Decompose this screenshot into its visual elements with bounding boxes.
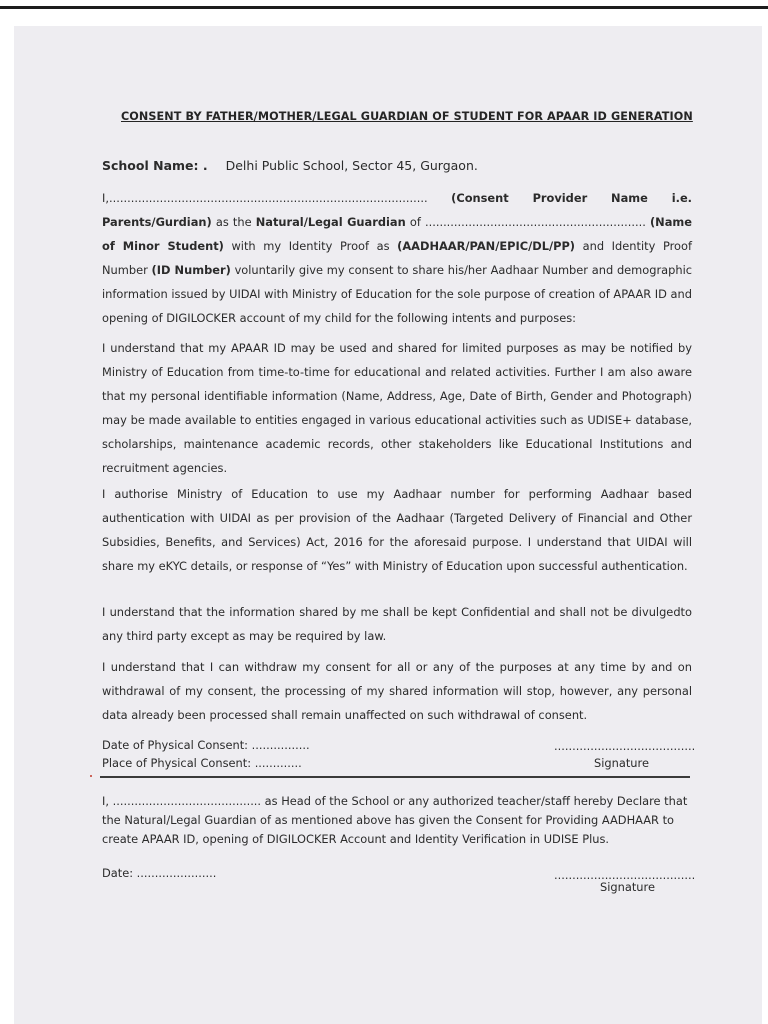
place-of-consent: Place of Physical Consent: ............. bbox=[102, 756, 302, 770]
guardian-signature-line: ....................................... bbox=[554, 739, 696, 753]
document-title: CONSENT BY FATHER/MOTHER/LEGAL GUARDIAN OF STUDENT FOR APAAR ID GENERATION bbox=[121, 110, 693, 123]
date-of-consent: Date of Physical Consent: ................ bbox=[102, 738, 310, 752]
consent-provider-blank: I,........................................................................................ bbox=[102, 191, 428, 205]
consent-paragraph-2: I understand that my APAAR ID may be used and shared for limited purposes as may be notified by Ministry of Education from time-to-time for educational and related activities. Further I am also aware that my personal identifiable information (Name, Address, Age, Date of Birth, Gender and Photograph) may be made available to entities engaged in various educational activities such as UDISE+ database, scholarships, maintenance academic records, other stakeholders like Educational Institutions and recruitment agencies. bbox=[102, 341, 692, 476]
head-signature-line: ....................................... bbox=[554, 868, 696, 882]
declaration-date: Date: ...................... bbox=[102, 866, 217, 880]
school-name-row bbox=[102, 158, 478, 173]
consent-paragraph-4: I understand that the information shared by me shall be kept Confidential and shall not be divulgedto any third party except as may be required by law. bbox=[102, 605, 692, 644]
school-name-value: Delhi Public School, Sector 45, Gurgaon. bbox=[225, 158, 478, 173]
top-border bbox=[0, 6, 768, 9]
head-signature-label: Signature bbox=[600, 880, 655, 894]
consent-paragraph-3: I authorise Ministry of Education to use my Aadhaar number for performing Aadhaar based authentication with UIDAI as per provision of the Aadhaar (Targeted Delivery of Financial and Other Subsidies, Benefits, and Services) Act, 2016 for the aforesaid purpose. I understand that UIDAI will share my eKYC details, or response of “Yes” with Ministry of Education upon successful authentication. bbox=[102, 487, 692, 574]
school-name-label: School Name: . bbox=[102, 158, 208, 173]
section-divider bbox=[100, 776, 690, 778]
head-of-school-declaration: I, ......................................... as Head of the School or any authorized teacher/staff hereby Declare that the Natural/Legal Guardian of as mentioned above has given the Consent for Providing AADHAAR to create APAAR ID, opening of DIGILOCKER Account and Identity Verification in UDISE Plus. bbox=[102, 794, 688, 846]
ink-speck bbox=[90, 775, 92, 777]
consent-paragraph-1: I,........................................................................................ (Consent Provider Name i.e. Parents/Gurdian) as the Natural/Legal Guardian of ............................................................. (Name of Minor Student) with my Identity Proof as (AADHAAR/PAN/EPIC/DL/PP) and Identity Proof Number (ID Number) voluntarily give my consent to share his/her Aadhaar Number and demographic information issued by UIDAI with Ministry of Education for the sole purpose of creation of APAAR ID and opening of DIGILOCKER account of my child for the following intents and purposes: bbox=[102, 191, 693, 326]
guardian-signature-label: Signature bbox=[594, 756, 649, 770]
consent-paragraph-5: I understand that I can withdraw my consent for all or any of the purposes at any time by and on withdrawal of my consent, the processing of my shared information will stop, however, any personal data already been processed shall remain unaffected on such withdrawal of consent. bbox=[102, 660, 692, 723]
minor-student-blank: of ............................................................. bbox=[409, 215, 646, 230]
